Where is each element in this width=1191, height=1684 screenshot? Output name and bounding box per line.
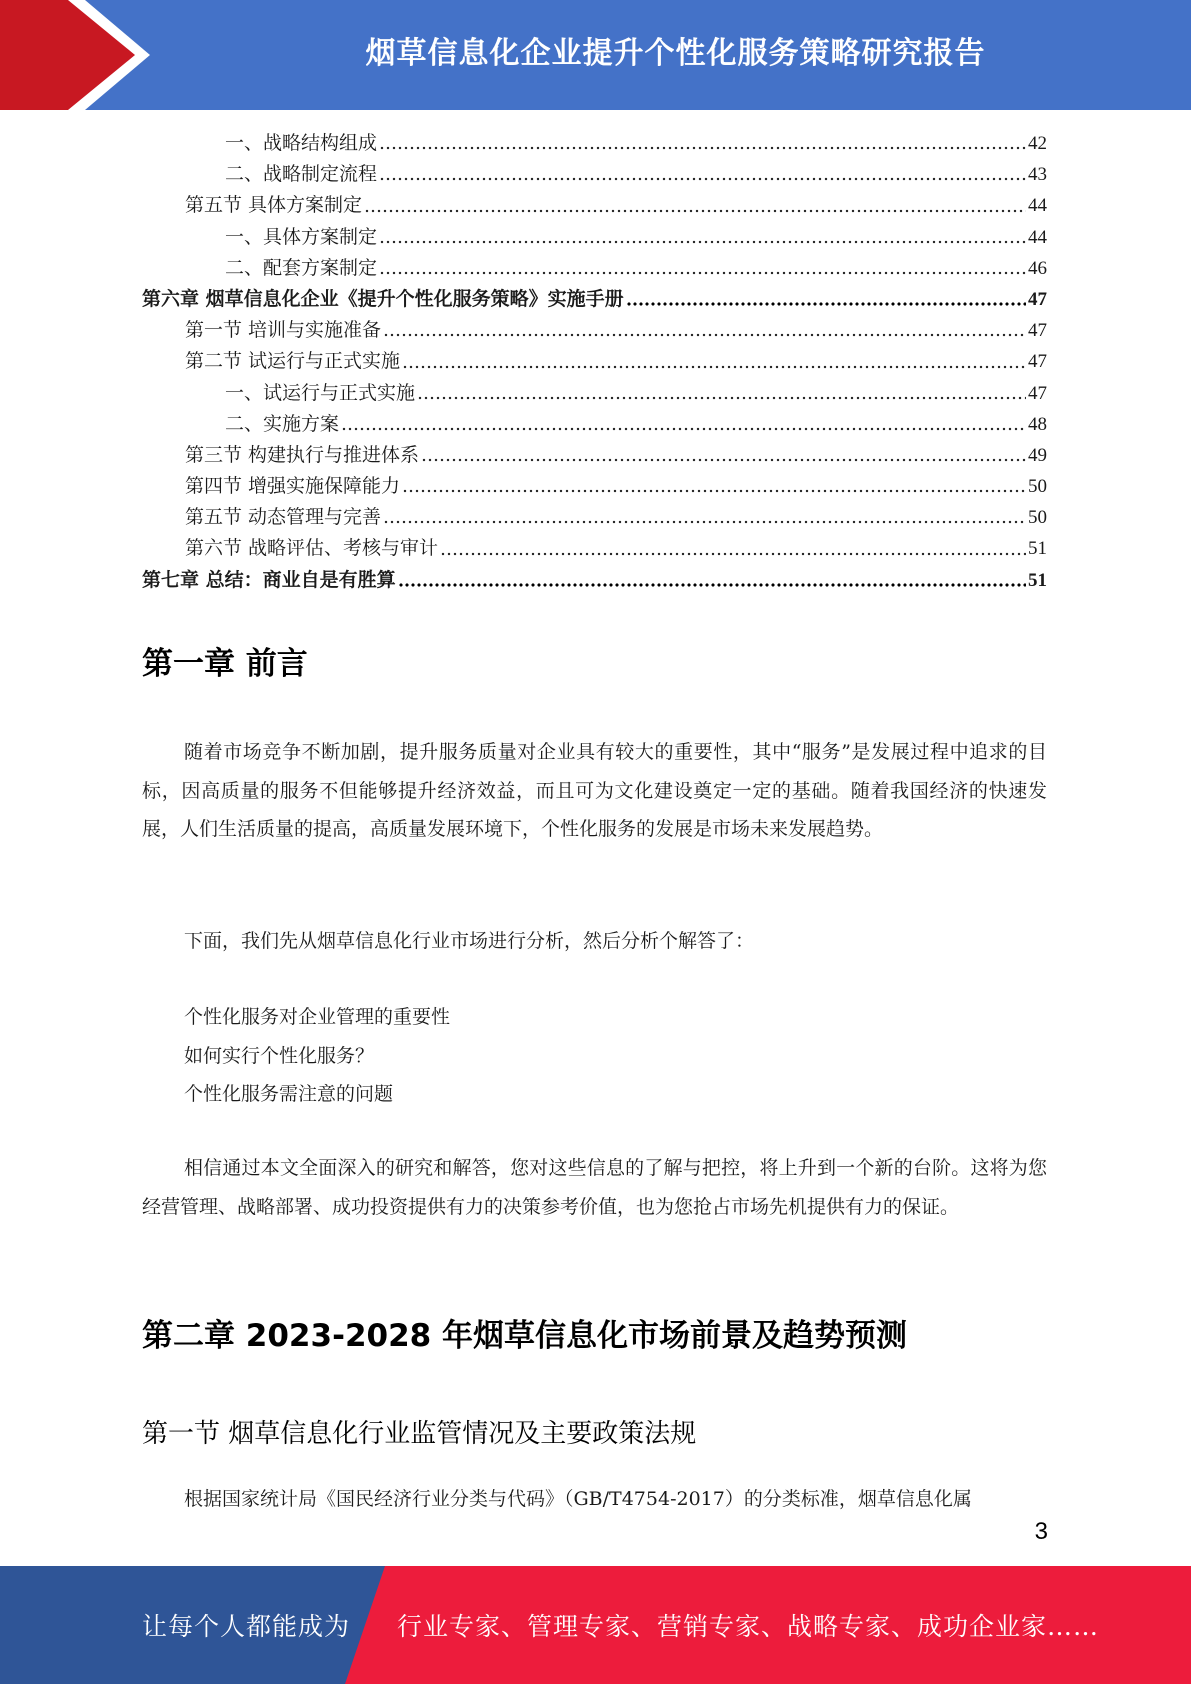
toc-entry[interactable] xyxy=(142,502,1047,533)
toc-entry-label: 第三节 构建执行与推进体系 xyxy=(185,443,420,466)
table-of-contents xyxy=(142,128,1047,596)
toc-entry[interactable] xyxy=(142,346,1047,377)
toc-entry-label: 第七章 总结：商业自是有胜算 xyxy=(142,568,396,591)
toc-leader-dots xyxy=(379,176,1026,182)
chapter-2-paragraph-1: 根据国家统计局《国民经济行业分类与代码》（GB/T4754-2017）的分类标准，烟草信息化属 xyxy=(184,1488,972,1510)
toc-leader-dots xyxy=(402,364,1026,370)
toc-entry[interactable] xyxy=(142,253,1047,284)
toc-entry-label: 第二节 试运行与正式实施 xyxy=(185,350,401,373)
toc-entry-label: 第五节 具体方案制定 xyxy=(185,194,363,217)
page-footer xyxy=(0,1566,1191,1684)
toc-entry-page: 44 xyxy=(1028,226,1047,248)
header-title: 烟草信息化企业提升个性化服务策略研究报告 xyxy=(365,36,986,71)
toc-entry-label: 一、试运行与正式实施 xyxy=(225,381,416,404)
toc-entry[interactable] xyxy=(142,159,1047,190)
toc-entry[interactable] xyxy=(142,190,1047,221)
chapter-1-paragraph-1: 随着市场竞争不断加剧，提升服务质量对企业具有较大的重要性，其中“服务”是发展过程中追求的目标，因高质量的服务不但能够提升经济效益，而且可为文化建设奠定一定的基础。随着我国经济的快速发展，人们生活质量的提高，高质量发展环境下，个性化服务的发展是市场未来发展趋势。 xyxy=(142,741,1047,840)
footer-slogan-right: 行业专家、管理专家、营销专家、战略专家、成功企业家…… xyxy=(397,1612,1100,1641)
toc-entry-label: 第六节 战略评估、考核与审计 xyxy=(185,537,439,560)
toc-entry-label: 第六章 烟草信息化企业《提升个性化服务策略》实施手册 xyxy=(142,287,624,310)
toc-leader-dots xyxy=(383,332,1026,338)
question-item: 个性化服务需注意的问题 xyxy=(184,1083,394,1105)
footer-slogan-left: 让每个人都能成为 xyxy=(142,1612,351,1641)
toc-entry-page: 47 xyxy=(1028,382,1047,404)
toc-entry[interactable] xyxy=(142,565,1047,596)
toc-leader-dots xyxy=(626,301,1026,307)
toc-entry-label: 二、配套方案制定 xyxy=(225,256,378,279)
toc-leader-dots xyxy=(398,582,1026,588)
toc-leader-dots xyxy=(383,519,1026,525)
toc-entry-label: 一、战略结构组成 xyxy=(225,132,378,154)
toc-entry[interactable] xyxy=(142,409,1047,440)
toc-entry-label: 二、战略制定流程 xyxy=(225,163,378,186)
toc-leader-dots xyxy=(421,457,1026,463)
toc-entry-page: 51 xyxy=(1028,569,1047,591)
toc-entry-page: 47 xyxy=(1028,320,1047,342)
toc-leader-dots xyxy=(440,551,1026,557)
toc-entry[interactable] xyxy=(142,315,1047,346)
toc-leader-dots xyxy=(379,145,1026,151)
toc-entry-label: 二、实施方案 xyxy=(225,412,340,435)
toc-entry-label: 一、具体方案制定 xyxy=(225,225,378,248)
toc-entry-label: 第五节 动态管理与完善 xyxy=(185,506,382,529)
toc-entry-label: 第四节 增强实施保障能力 xyxy=(185,475,401,498)
question-list xyxy=(184,998,450,1114)
page-header xyxy=(0,0,1191,110)
toc-entry[interactable] xyxy=(142,533,1047,564)
toc-entry-page: 49 xyxy=(1028,444,1047,466)
chapter-2-title: 第二章 2023-2028 年烟草信息化市场前景及趋势预测 xyxy=(142,1318,908,1354)
question-item: 个性化服务对企业管理的重要性 xyxy=(184,1006,451,1028)
toc-entry-page: 48 xyxy=(1028,413,1047,435)
toc-entry-page: 42 xyxy=(1028,133,1047,154)
section-1-title: 第一节 烟草信息化行业监管情况及主要政策法规 xyxy=(142,1419,697,1449)
toc-leader-dots xyxy=(379,270,1026,276)
toc-entry-page: 50 xyxy=(1028,507,1047,529)
chapter-1-paragraph-2: 下面，我们先从烟草信息化行业市场进行分析，然后分析个解答了： xyxy=(184,930,755,952)
toc-entry-page: 47 xyxy=(1028,288,1047,310)
toc-leader-dots xyxy=(379,239,1026,245)
header-red-chevron xyxy=(0,0,160,110)
toc-entry-page: 47 xyxy=(1028,351,1047,373)
toc-entry-page: 43 xyxy=(1028,164,1047,186)
toc-entry-page: 51 xyxy=(1028,538,1047,560)
toc-entry-page: 46 xyxy=(1028,257,1047,279)
toc-entry[interactable] xyxy=(142,471,1047,502)
toc-entry-page: 50 xyxy=(1028,476,1047,498)
toc-entry[interactable] xyxy=(142,222,1047,253)
toc-leader-dots xyxy=(402,488,1026,494)
toc-leader-dots xyxy=(341,426,1026,432)
toc-leader-dots xyxy=(364,208,1026,214)
toc-entry[interactable] xyxy=(142,378,1047,409)
chapter-1-paragraph-3: 相信通过本文全面深入的研究和解答，您对这些信息的了解与把控，将上升到一个新的台阶。这将为您经营管理、战略部署、成功投资提供有力的决策参考价值，也为您抢占市场先机提供有力的保证。 xyxy=(142,1157,1047,1218)
toc-entry-label: 第一节 培训与实施准备 xyxy=(185,319,382,342)
question-item: 如何实行个性化服务？ xyxy=(184,1044,375,1067)
toc-entry[interactable] xyxy=(142,440,1047,471)
page-number: 3 xyxy=(1034,1518,1048,1545)
toc-entry[interactable] xyxy=(142,128,1047,159)
toc-entry-page: 44 xyxy=(1028,195,1047,217)
chapter-1-title: 第一章 前言 xyxy=(142,646,308,682)
toc-entry[interactable] xyxy=(142,284,1047,315)
toc-leader-dots xyxy=(417,395,1026,401)
